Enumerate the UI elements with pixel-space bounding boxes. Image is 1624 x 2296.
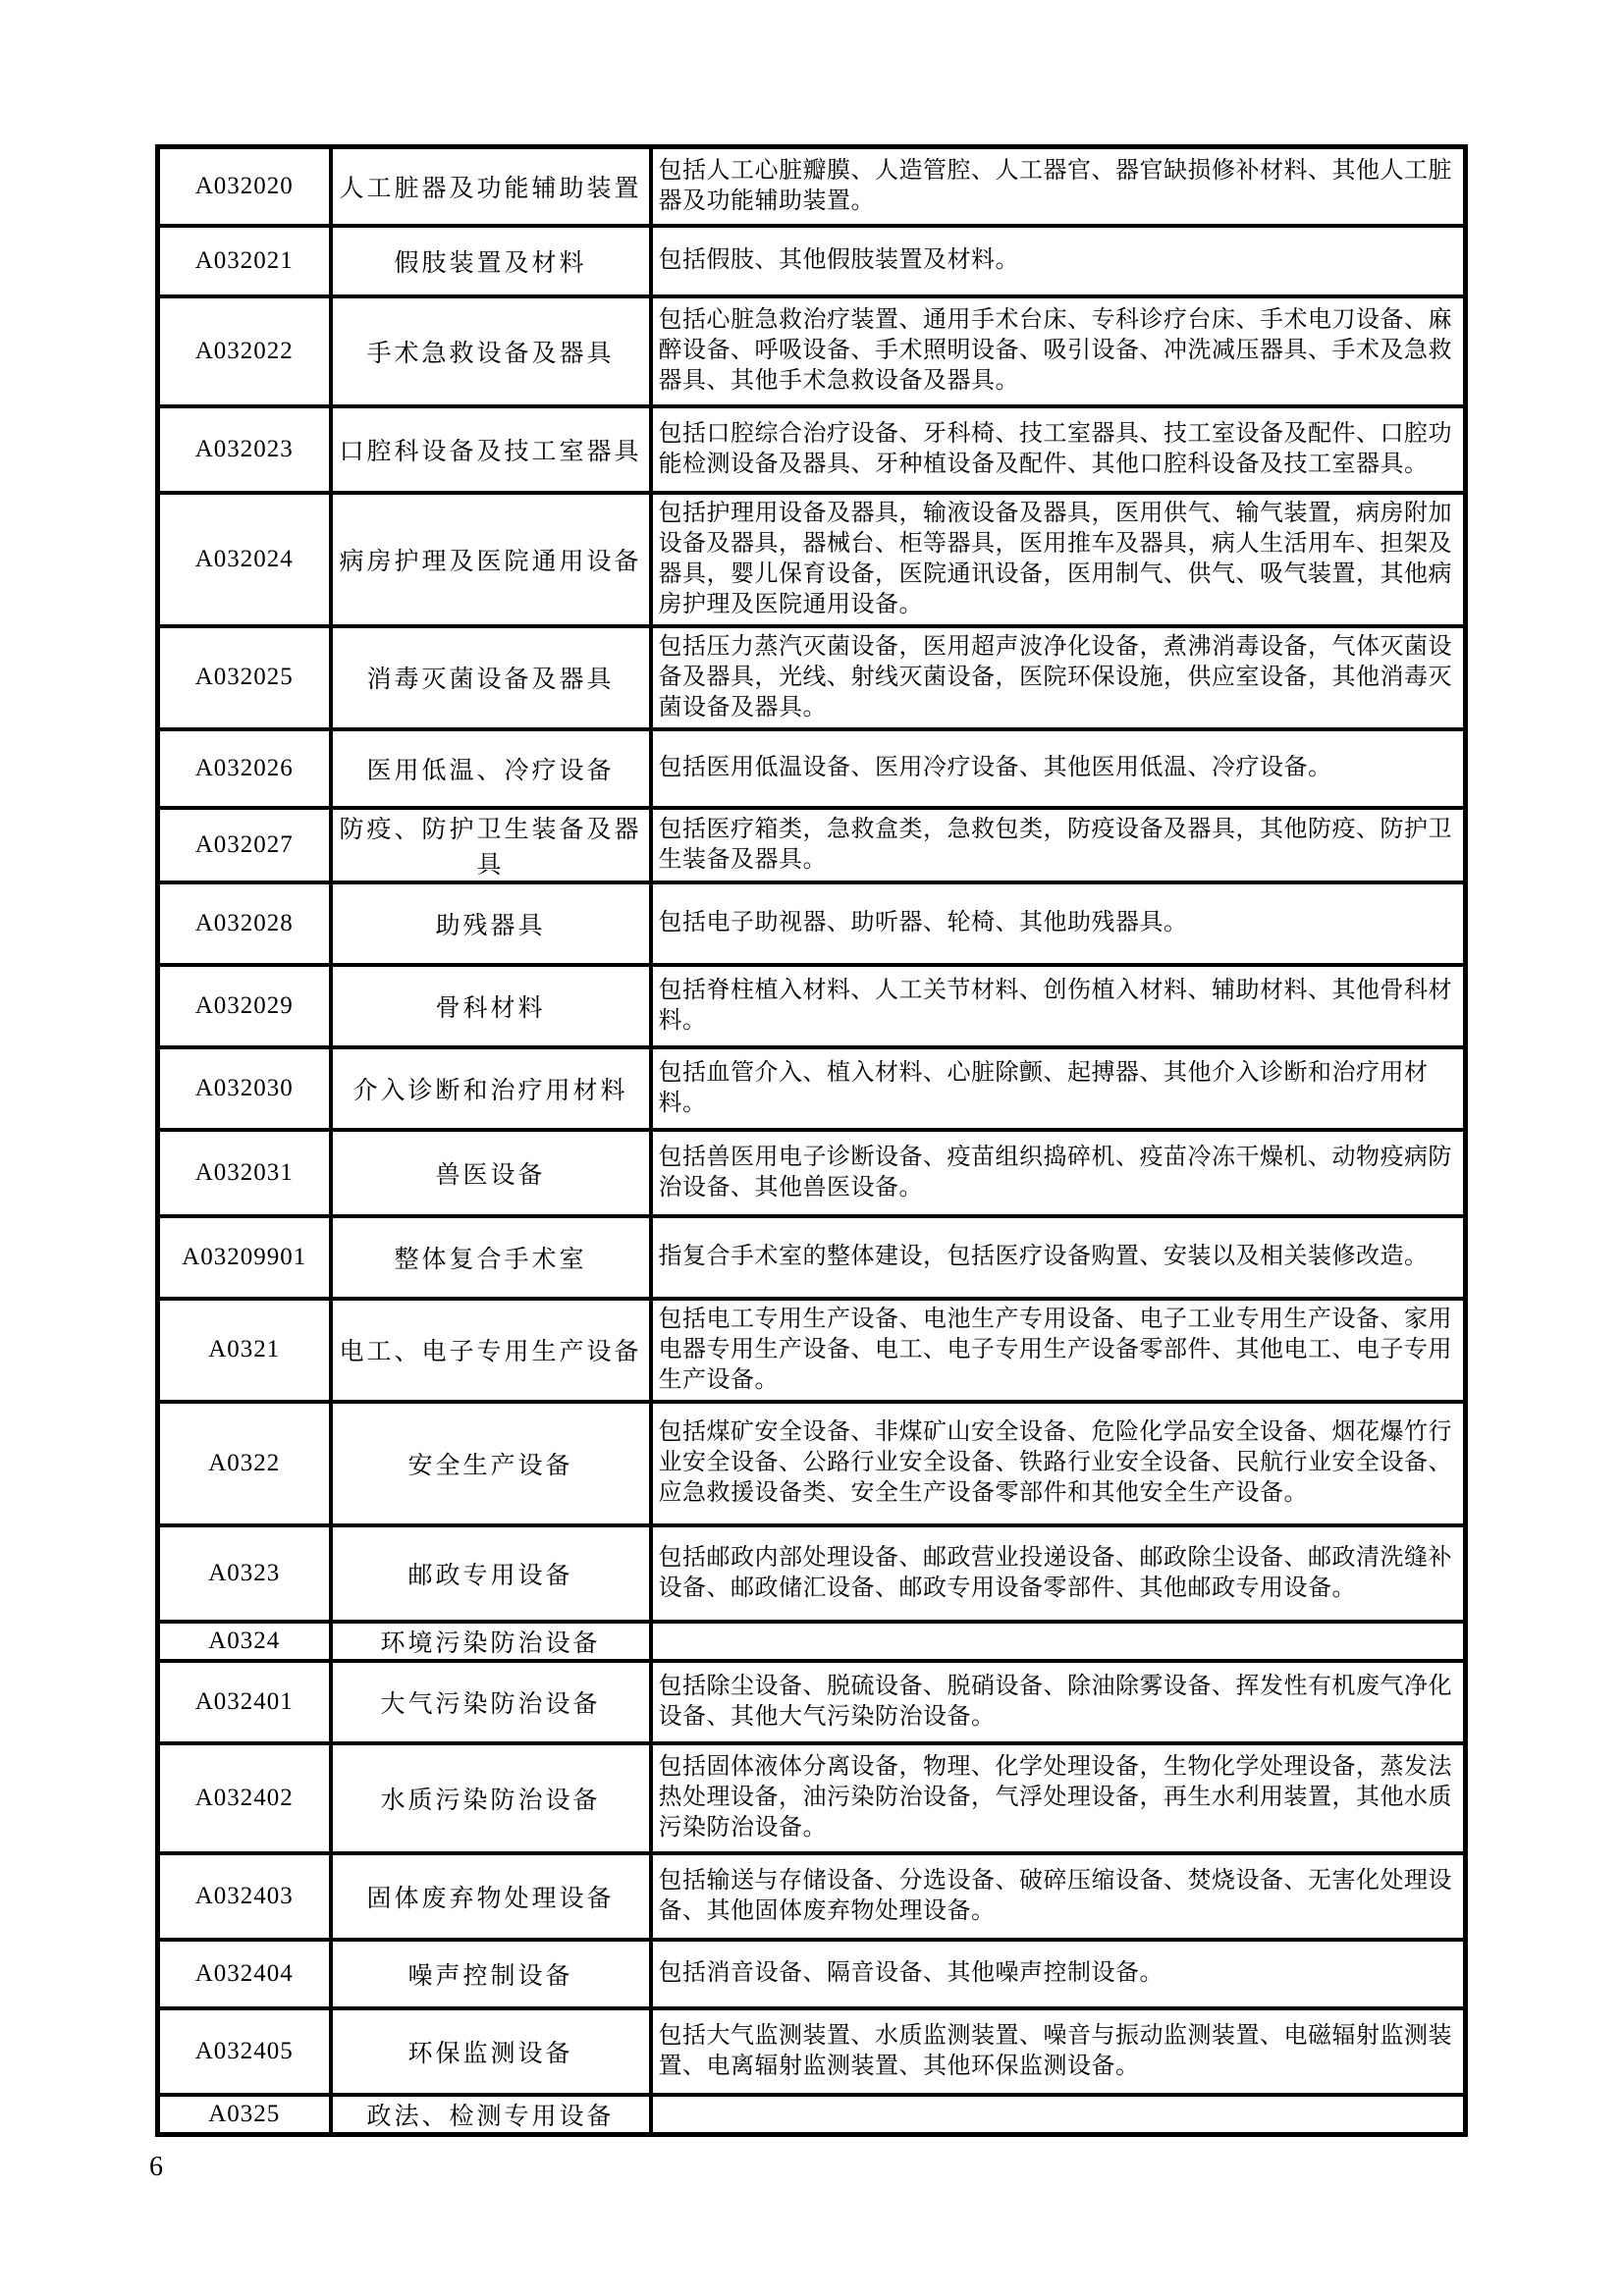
- row-name: 骨科材料: [331, 965, 651, 1047]
- row-code: A032025: [158, 626, 331, 729]
- row-name: 环保监测设备: [331, 2008, 651, 2095]
- row-description: 包括人工心脏瓣膜、人造管腔、人工器官、器官缺损修补材料、其他人工脏器及功能辅助装置。: [651, 147, 1466, 226]
- row-code: A032030: [158, 1047, 331, 1130]
- row-description: 包括电子助视器、助听器、轮椅、其他助残器具。: [651, 882, 1466, 965]
- row-code: A032031: [158, 1130, 331, 1216]
- row-name: 固体废弃物处理设备: [331, 1853, 651, 1940]
- row-code: A032022: [158, 296, 331, 406]
- row-name: 安全生产设备: [331, 1402, 651, 1525]
- row-code: A032021: [158, 226, 331, 296]
- row-code: A032024: [158, 493, 331, 626]
- table-row: [158, 626, 1466, 729]
- row-description: 包括除尘设备、脱硫设备、脱硝设备、除油除雾设备、挥发性有机废气净化设备、其他大气污染防治设备。: [651, 1661, 1466, 1743]
- row-description: 包括电工专用生产设备、电池生产专用设备、电子工业专用生产设备、家用电器专用生产设备、电工、电子专用生产设备零部件、其他电工、电子专用生产设备。: [651, 1299, 1466, 1402]
- row-description: 包括固体液体分离设备，物理、化学处理设备，生物化学处理设备，蒸发法热处理设备，油污染防治设备，气浮处理设备，再生水利用装置，其他水质污染防治设备。: [651, 1743, 1466, 1853]
- row-description: 包括口腔综合治疗设备、牙科椅、技工室器具、技工室设备及配件、口腔功能检测设备及器具、牙种植设备及配件、其他口腔科设备及技工室器具。: [651, 406, 1466, 493]
- row-name: 电工、电子专用生产设备: [331, 1299, 651, 1402]
- row-name: 人工脏器及功能辅助装置: [331, 147, 651, 226]
- row-code: A032028: [158, 882, 331, 965]
- row-description: [651, 1622, 1466, 1661]
- row-code: A032405: [158, 2008, 331, 2095]
- row-description: 包括血管介入、植入材料、心脏除颤、起搏器、其他介入诊断和治疗用材料。: [651, 1047, 1466, 1130]
- row-name: 政法、检测专用设备: [331, 2095, 651, 2135]
- row-description: 包括假肢、其他假肢装置及材料。: [651, 226, 1466, 296]
- row-name: 防疫、防护卫生装备及器具: [331, 808, 651, 882]
- row-code: A0322: [158, 1402, 331, 1525]
- row-code: A0324: [158, 1622, 331, 1661]
- row-code: A032023: [158, 406, 331, 493]
- table-row: [158, 2008, 1466, 2095]
- row-code: A032403: [158, 1853, 331, 1940]
- table-row: [158, 406, 1466, 493]
- table-row: [158, 1525, 1466, 1622]
- row-code: A032029: [158, 965, 331, 1047]
- table-row: [158, 493, 1466, 626]
- table-row: [158, 808, 1466, 882]
- row-description: 包括邮政内部处理设备、邮政营业投递设备、邮政除尘设备、邮政清洗缝补设备、邮政储汇设备、邮政专用设备零部件、其他邮政专用设备。: [651, 1525, 1466, 1622]
- row-name: 助残器具: [331, 882, 651, 965]
- row-description: 包括脊柱植入材料、人工关节材料、创伤植入材料、辅助材料、其他骨科材料。: [651, 965, 1466, 1047]
- table-row: [158, 226, 1466, 296]
- row-description: 包括心脏急救治疗装置、通用手术台床、专科诊疗台床、手术电刀设备、麻醉设备、呼吸设备、手术照明设备、吸引设备、冲洗减压器具、手术及急救器具、其他手术急救设备及器具。: [651, 296, 1466, 406]
- table-row: [158, 1622, 1466, 1661]
- row-name: 口腔科设备及技工室器具: [331, 406, 651, 493]
- table-row: [158, 147, 1466, 226]
- row-description: 指复合手术室的整体建设，包括医疗设备购置、安装以及相关装修改造。: [651, 1216, 1466, 1299]
- table-row: [158, 296, 1466, 406]
- row-name: 手术急救设备及器具: [331, 296, 651, 406]
- row-name: 邮政专用设备: [331, 1525, 651, 1622]
- page-number: 6: [149, 2152, 163, 2182]
- table-row: [158, 1743, 1466, 1853]
- row-name: 整体复合手术室: [331, 1216, 651, 1299]
- row-name: 水质污染防治设备: [331, 1743, 651, 1853]
- table-row: [158, 1661, 1466, 1743]
- row-code: A032401: [158, 1661, 331, 1743]
- table-row: [158, 729, 1466, 808]
- row-code: A0323: [158, 1525, 331, 1622]
- row-name: 噪声控制设备: [331, 1940, 651, 2008]
- row-description: 包括煤矿安全设备、非煤矿山安全设备、危险化学品安全设备、烟花爆竹行业安全设备、公路行业安全设备、铁路行业安全设备、民航行业安全设备、应急救援设备类、安全生产设备零部件和其他安全生产设备。: [651, 1402, 1466, 1525]
- table-row: [158, 1299, 1466, 1402]
- row-code: A0321: [158, 1299, 331, 1402]
- row-name: 病房护理及医院通用设备: [331, 493, 651, 626]
- table-row: [158, 882, 1466, 965]
- table-row: [158, 965, 1466, 1047]
- table-row: [158, 1853, 1466, 1940]
- table-row: [158, 1047, 1466, 1130]
- row-code: A032404: [158, 1940, 331, 2008]
- row-code: A03209901: [158, 1216, 331, 1299]
- row-name: 医用低温、冷疗设备: [331, 729, 651, 808]
- row-code: A032020: [158, 147, 331, 226]
- classification-table: [155, 144, 1468, 2137]
- row-description: 包括压力蒸汽灭菌设备，医用超声波净化设备，煮沸消毒设备，气体灭菌设备及器具，光线、射线灭菌设备，医院环保设施，供应室设备，其他消毒灭菌设备及器具。: [651, 626, 1466, 729]
- row-name: 介入诊断和治疗用材料: [331, 1047, 651, 1130]
- row-description: 包括医用低温设备、医用冷疗设备、其他医用低温、冷疗设备。: [651, 729, 1466, 808]
- row-description: 包括输送与存储设备、分选设备、破碎压缩设备、焚烧设备、无害化处理设备、其他固体废弃物处理设备。: [651, 1853, 1466, 1940]
- row-description: 包括医疗箱类，急救盒类，急救包类，防疫设备及器具，其他防疫、防护卫生装备及器具。: [651, 808, 1466, 882]
- row-code: A032402: [158, 1743, 331, 1853]
- table-row: [158, 1402, 1466, 1525]
- row-name: 消毒灭菌设备及器具: [331, 626, 651, 729]
- table-row: [158, 2095, 1466, 2135]
- row-name: 假肢装置及材料: [331, 226, 651, 296]
- row-description: 包括消音设备、隔音设备、其他噪声控制设备。: [651, 1940, 1466, 2008]
- row-code: A032026: [158, 729, 331, 808]
- row-name: 大气污染防治设备: [331, 1661, 651, 1743]
- row-name: 兽医设备: [331, 1130, 651, 1216]
- row-description: 包括大气监测装置、水质监测装置、噪音与振动监测装置、电磁辐射监测装置、电离辐射监测装置、其他环保监测设备。: [651, 2008, 1466, 2095]
- table-row: [158, 1130, 1466, 1216]
- row-description: [651, 2095, 1466, 2135]
- table-row: [158, 1940, 1466, 2008]
- row-name: 环境污染防治设备: [331, 1622, 651, 1661]
- row-code: A032027: [158, 808, 331, 882]
- row-description: 包括兽医用电子诊断设备、疫苗组织捣碎机、疫苗冷冻干燥机、动物疫病防治设备、其他兽医设备。: [651, 1130, 1466, 1216]
- row-code: A0325: [158, 2095, 331, 2135]
- row-description: 包括护理用设备及器具，输液设备及器具，医用供气、输气装置，病房附加设备及器具，器械台、柜等器具，医用推车及器具，病人生活用车、担架及器具，婴儿保育设备，医院通讯设备，医用制气、供气、吸气装置，其他病房护理及医院通用设备。: [651, 493, 1466, 626]
- table-row: [158, 1216, 1466, 1299]
